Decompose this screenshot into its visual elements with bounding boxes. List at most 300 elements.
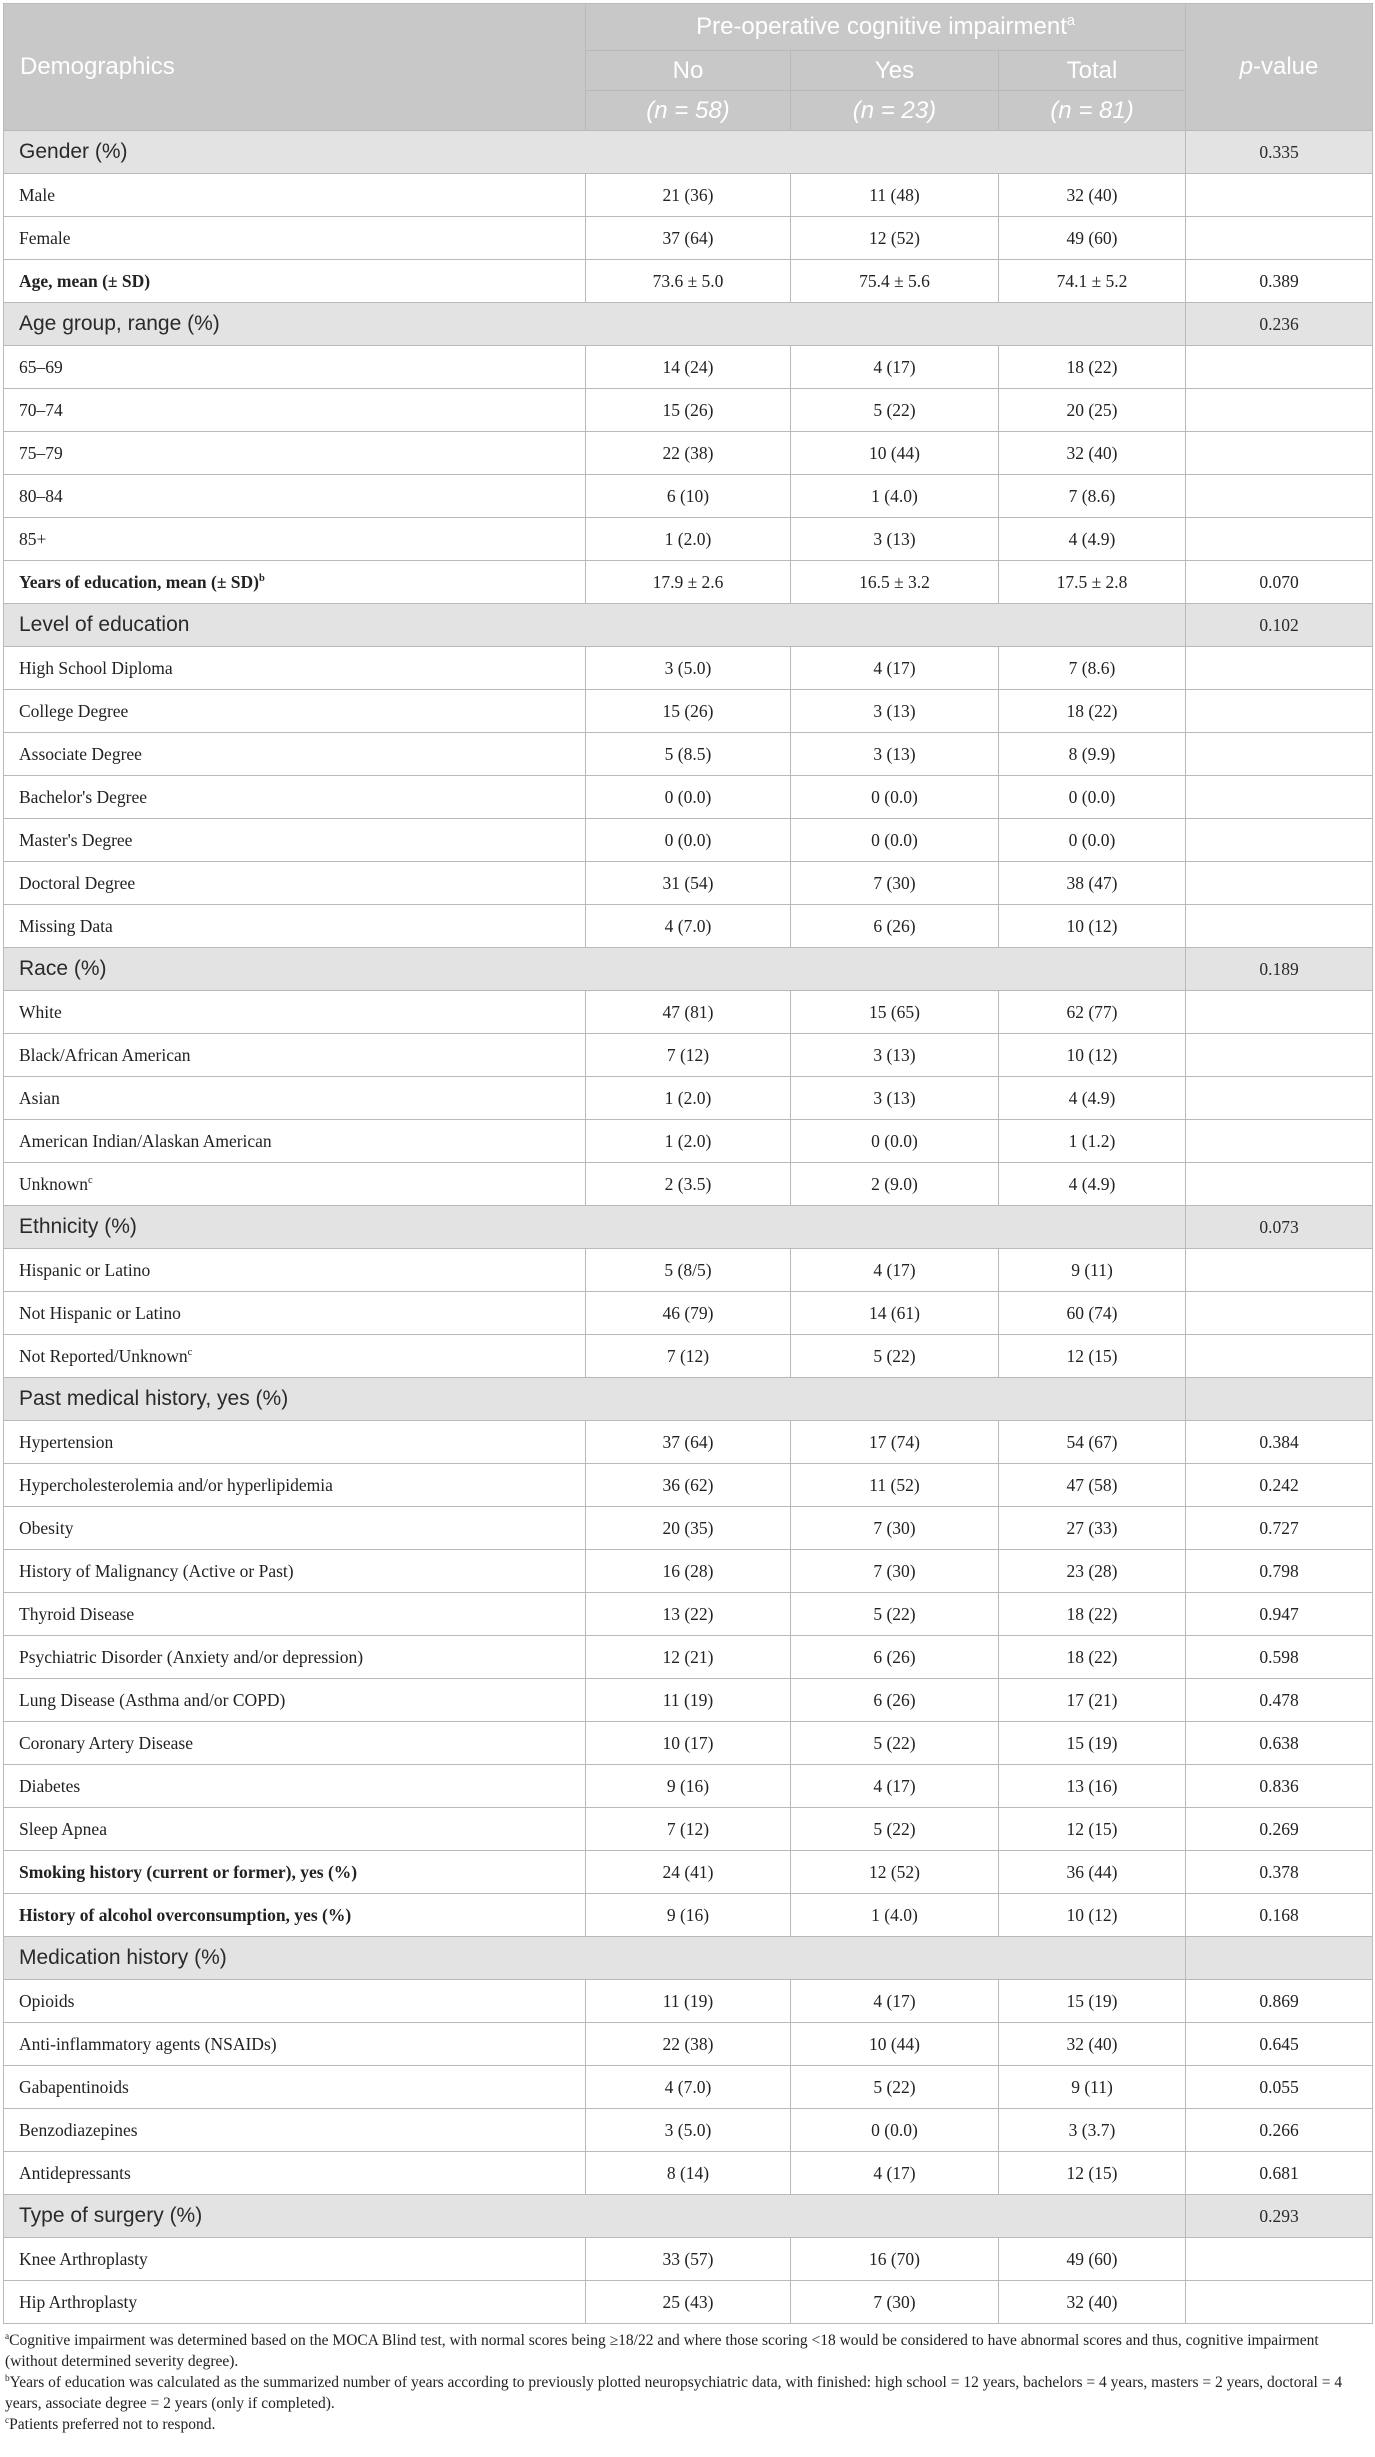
cell-no: 36 (62) (586, 1464, 791, 1507)
cell-total: 15 (19) (999, 1980, 1186, 2023)
cell-yes: 4 (17) (791, 1249, 999, 1292)
section-header-row (4, 1937, 1373, 1980)
cell-yes: 4 (17) (791, 1980, 999, 2023)
cell-no: 3 (5.0) (586, 647, 791, 690)
cell-total: 4 (4.9) (999, 1163, 1186, 1206)
cell-yes: 7 (30) (791, 862, 999, 905)
row-label (4, 475, 586, 518)
cell-yes: 15 (65) (791, 991, 999, 1034)
row-label-text: Thyroid Disease (19, 1603, 135, 1624)
cell-total: 18 (22) (999, 690, 1186, 733)
header-n-yes: (n = 23) (791, 91, 999, 131)
row-label (4, 905, 586, 948)
cell-total: 32 (40) (999, 2281, 1186, 2324)
table-row (4, 174, 1373, 217)
cell-total: 12 (15) (999, 1808, 1186, 1851)
footnote (5, 2330, 1372, 2372)
cell-yes: 5 (22) (791, 1722, 999, 1765)
table-row (4, 2023, 1373, 2066)
header-n-total: (n = 81) (999, 91, 1186, 131)
section-p-value (1186, 1378, 1373, 1421)
table-footnotes (3, 2330, 1372, 2435)
footnote-mark: b (5, 2373, 10, 2384)
cell-total: 12 (15) (999, 1335, 1186, 1378)
cell-yes: 3 (13) (791, 518, 999, 561)
cell-total: 49 (60) (999, 217, 1186, 260)
cell-yes: 3 (13) (791, 733, 999, 776)
cell-p-value (1186, 819, 1373, 862)
cell-no: 21 (36) (586, 174, 791, 217)
row-label-text: Years of education, mean (± SD) (19, 571, 260, 592)
cell-no: 4 (7.0) (586, 905, 791, 948)
row-label (4, 1120, 586, 1163)
cell-p-value: 0.598 (1186, 1636, 1373, 1679)
header-pvalue-italic: p (1239, 53, 1253, 80)
cell-yes: 7 (30) (791, 1507, 999, 1550)
cell-p-value (1186, 1335, 1373, 1378)
cell-no: 10 (17) (586, 1722, 791, 1765)
row-label (4, 1593, 586, 1636)
cell-no: 2 (3.5) (586, 1163, 791, 1206)
cell-yes: 75.4 ± 5.6 (791, 260, 999, 303)
cell-no: 11 (19) (586, 1679, 791, 1722)
footnote-text: Years of education was calculated as the summarized number of years according to previously plotted neuropsychiatric data, with finished: high school = 12 years, bachelors = 4 years, masters = 2 years, doctoral = 4 years, associate degree = 2 years (only if completed). (5, 2374, 1343, 2412)
cell-no: 9 (16) (586, 1894, 791, 1937)
row-label-text: Psychiatric Disorder (Anxiety and/or depression) (19, 1646, 364, 1667)
cell-yes: 7 (30) (791, 1550, 999, 1593)
table-row (4, 1550, 1373, 1593)
row-label-text: Female (19, 227, 71, 248)
table-row (4, 1507, 1373, 1550)
row-label-text: Master's Degree (19, 829, 133, 850)
cell-yes: 5 (22) (791, 1593, 999, 1636)
row-label-text: High School Diploma (19, 657, 173, 678)
section-header-row (4, 948, 1373, 991)
table-row (4, 1292, 1373, 1335)
cell-p-value: 0.242 (1186, 1464, 1373, 1507)
row-label-footnote-mark: b (259, 572, 265, 584)
cell-p-value (1186, 174, 1373, 217)
footnote-mark: c (5, 2415, 10, 2426)
cell-p-value: 0.478 (1186, 1679, 1373, 1722)
cell-p-value (1186, 733, 1373, 776)
cell-no: 0 (0.0) (586, 819, 791, 862)
cell-no: 37 (64) (586, 217, 791, 260)
cell-no: 0 (0.0) (586, 776, 791, 819)
table-row (4, 690, 1373, 733)
cell-no: 3 (5.0) (586, 2109, 791, 2152)
cell-no: 12 (21) (586, 1636, 791, 1679)
cell-no: 46 (79) (586, 1292, 791, 1335)
footnote-mark: a (5, 2331, 10, 2342)
cell-p-value: 0.869 (1186, 1980, 1373, 2023)
cell-p-value (1186, 1163, 1373, 1206)
section-header-row (4, 303, 1373, 346)
cell-total: 1 (1.2) (999, 1120, 1186, 1163)
demographics-table (3, 3, 1373, 2324)
footnote (5, 2414, 1372, 2435)
row-label-footnote-mark: c (187, 1346, 193, 1358)
table-row (4, 1077, 1373, 1120)
row-label-text: Male (19, 184, 55, 205)
row-label (4, 260, 586, 303)
cell-p-value (1186, 690, 1373, 733)
cell-p-value (1186, 475, 1373, 518)
cell-total: 54 (67) (999, 1421, 1186, 1464)
cell-yes: 11 (52) (791, 1464, 999, 1507)
table-row (4, 1980, 1373, 2023)
row-label-text: Hispanic or Latino (19, 1259, 151, 1280)
row-label-text: Sleep Apnea (19, 1818, 107, 1839)
row-label (4, 1464, 586, 1507)
table-row (4, 260, 1373, 303)
table-row (4, 389, 1373, 432)
section-header-label: Ethnicity (%) (4, 1206, 1186, 1249)
cell-p-value: 0.947 (1186, 1593, 1373, 1636)
table-row (4, 1679, 1373, 1722)
row-label (4, 346, 586, 389)
row-label-text: Diabetes (19, 1775, 81, 1796)
cell-yes: 17 (74) (791, 1421, 999, 1464)
cell-yes: 3 (13) (791, 690, 999, 733)
row-label-text: Knee Arthroplasty (19, 2248, 148, 2269)
row-label-text: Opioids (19, 1990, 75, 2011)
table-row (4, 647, 1373, 690)
cell-yes: 10 (44) (791, 432, 999, 475)
cell-no: 4 (7.0) (586, 2066, 791, 2109)
table-row (4, 819, 1373, 862)
row-label-text: Antidepressants (19, 2162, 131, 2183)
cell-total: 8 (9.9) (999, 733, 1186, 776)
cell-p-value (1186, 518, 1373, 561)
header-group-title-text: Pre-operative cognitive impairment (696, 13, 1067, 40)
header-group-title-footnote-mark: a (1066, 13, 1075, 29)
row-label (4, 1335, 586, 1378)
cell-p-value (1186, 1077, 1373, 1120)
cell-yes: 12 (52) (791, 217, 999, 260)
cell-p-value: 0.681 (1186, 2152, 1373, 2195)
cell-total: 49 (60) (999, 2238, 1186, 2281)
cell-no: 7 (12) (586, 1335, 791, 1378)
row-label-text: 70–74 (19, 399, 63, 420)
header-n-no: (n = 58) (586, 91, 791, 131)
cell-total: 9 (11) (999, 1249, 1186, 1292)
cell-no: 22 (38) (586, 432, 791, 475)
cell-p-value: 0.389 (1186, 260, 1373, 303)
row-label-text: Hypertension (19, 1431, 114, 1452)
table-row (4, 1636, 1373, 1679)
header-col-total: Total (999, 51, 1186, 91)
footnote-text: Patients preferred not to respond. (9, 2416, 216, 2433)
cell-total: 18 (22) (999, 1636, 1186, 1679)
cell-p-value (1186, 905, 1373, 948)
cell-no: 17.9 ± 2.6 (586, 561, 791, 604)
header-group-title (586, 4, 1186, 51)
cell-total: 62 (77) (999, 991, 1186, 1034)
table-row (4, 1851, 1373, 1894)
row-label-text: Not Hispanic or Latino (19, 1302, 181, 1323)
cell-total: 32 (40) (999, 174, 1186, 217)
row-label (4, 1077, 586, 1120)
cell-p-value: 0.266 (1186, 2109, 1373, 2152)
row-label-text: Not Reported/Unknown (19, 1345, 188, 1366)
cell-total: 20 (25) (999, 389, 1186, 432)
row-label-text: College Degree (19, 700, 129, 721)
row-label-text: Coronary Artery Disease (19, 1732, 193, 1753)
cell-no: 16 (28) (586, 1550, 791, 1593)
row-label (4, 991, 586, 1034)
cell-total: 15 (19) (999, 1722, 1186, 1765)
row-label-text: Bachelor's Degree (19, 786, 148, 807)
cell-no: 7 (12) (586, 1808, 791, 1851)
table-row (4, 991, 1373, 1034)
cell-no: 15 (26) (586, 389, 791, 432)
header-col-no: No (586, 51, 791, 91)
cell-no: 20 (35) (586, 1507, 791, 1550)
table-row (4, 862, 1373, 905)
row-label (4, 862, 586, 905)
cell-yes: 1 (4.0) (791, 1894, 999, 1937)
table-row (4, 1034, 1373, 1077)
row-label-text: American Indian/Alaskan American (19, 1130, 272, 1151)
row-label (4, 2023, 586, 2066)
cell-total: 23 (28) (999, 1550, 1186, 1593)
cell-no: 14 (24) (586, 346, 791, 389)
cell-p-value (1186, 432, 1373, 475)
table-row (4, 561, 1373, 604)
cell-total: 3 (3.7) (999, 2109, 1186, 2152)
cell-total: 9 (11) (999, 2066, 1186, 2109)
row-label-text: Missing Data (19, 915, 113, 936)
table-row (4, 432, 1373, 475)
cell-p-value (1186, 776, 1373, 819)
cell-yes: 3 (13) (791, 1077, 999, 1120)
cell-no: 5 (8.5) (586, 733, 791, 776)
table-row (4, 1722, 1373, 1765)
cell-yes: 0 (0.0) (791, 819, 999, 862)
cell-total: 18 (22) (999, 346, 1186, 389)
row-label (4, 1507, 586, 1550)
table-row (4, 1464, 1373, 1507)
row-label (4, 1550, 586, 1593)
row-label (4, 561, 586, 604)
table-row (4, 217, 1373, 260)
cell-yes: 0 (0.0) (791, 776, 999, 819)
table-row (4, 905, 1373, 948)
section-header-label: Level of education (4, 604, 1186, 647)
cell-total: 10 (12) (999, 1034, 1186, 1077)
cell-total: 60 (74) (999, 1292, 1186, 1335)
row-label-text: History of Malignancy (Active or Past) (19, 1560, 294, 1581)
row-label-text: Obesity (19, 1517, 74, 1538)
cell-p-value: 0.798 (1186, 1550, 1373, 1593)
cell-yes: 14 (61) (791, 1292, 999, 1335)
row-label (4, 2238, 586, 2281)
row-label-text: Benzodiazepines (19, 2119, 138, 2140)
section-header-label: Gender (%) (4, 131, 1186, 174)
section-header-label: Medication history (%) (4, 1937, 1186, 1980)
cell-p-value (1186, 1034, 1373, 1077)
cell-yes: 12 (52) (791, 1851, 999, 1894)
row-label (4, 174, 586, 217)
row-label (4, 1163, 586, 1206)
cell-yes: 0 (0.0) (791, 1120, 999, 1163)
cell-no: 33 (57) (586, 2238, 791, 2281)
row-label (4, 1980, 586, 2023)
cell-yes: 7 (30) (791, 2281, 999, 2324)
table-header (4, 4, 1373, 131)
cell-p-value (1186, 217, 1373, 260)
cell-no: 25 (43) (586, 2281, 791, 2324)
cell-total: 38 (47) (999, 862, 1186, 905)
cell-total: 7 (8.6) (999, 475, 1186, 518)
cell-p-value: 0.055 (1186, 2066, 1373, 2109)
cell-total: 4 (4.9) (999, 1077, 1186, 1120)
cell-no: 37 (64) (586, 1421, 791, 1464)
row-label (4, 1292, 586, 1335)
footnote-text: Cognitive impairment was determined based on the MOCA Blind test, with normal scores being ≥18/22 and where those scoring <18 would be considered to have abnormal scores and thus, cognitive impairment (without determined severity degree). (5, 2332, 1319, 2370)
row-label-text: Unknown (19, 1173, 89, 1194)
row-label-text: Smoking history (current or former), yes (%) (19, 1861, 358, 1882)
header-demographics: Demographics (4, 4, 586, 131)
cell-total: 7 (8.6) (999, 647, 1186, 690)
footnote (5, 2372, 1372, 2414)
row-label (4, 389, 586, 432)
section-p-value: 0.293 (1186, 2195, 1373, 2238)
cell-yes: 1 (4.0) (791, 475, 999, 518)
section-p-value: 0.102 (1186, 604, 1373, 647)
header-pvalue-rest: -value (1253, 53, 1319, 80)
row-label (4, 2152, 586, 2195)
row-label (4, 1722, 586, 1765)
cell-p-value (1186, 1249, 1373, 1292)
cell-total: 10 (12) (999, 1894, 1186, 1937)
table-row (4, 1593, 1373, 1636)
table-row (4, 733, 1373, 776)
row-label (4, 1034, 586, 1077)
cell-p-value (1186, 2238, 1373, 2281)
cell-total: 0 (0.0) (999, 819, 1186, 862)
cell-total: 27 (33) (999, 1507, 1186, 1550)
cell-yes: 3 (13) (791, 1034, 999, 1077)
cell-total: 17 (21) (999, 1679, 1186, 1722)
table-row (4, 2066, 1373, 2109)
cell-p-value: 0.378 (1186, 1851, 1373, 1894)
row-label (4, 2066, 586, 2109)
table-row (4, 346, 1373, 389)
row-label (4, 2281, 586, 2324)
cell-yes: 0 (0.0) (791, 2109, 999, 2152)
cell-yes: 2 (9.0) (791, 1163, 999, 1206)
row-label (4, 819, 586, 862)
table-row (4, 1249, 1373, 1292)
cell-yes: 5 (22) (791, 2066, 999, 2109)
cell-p-value (1186, 346, 1373, 389)
row-label (4, 1765, 586, 1808)
cell-total: 17.5 ± 2.8 (999, 561, 1186, 604)
cell-yes: 4 (17) (791, 346, 999, 389)
cell-total: 47 (58) (999, 1464, 1186, 1507)
cell-yes: 5 (22) (791, 389, 999, 432)
cell-no: 22 (38) (586, 2023, 791, 2066)
table-row (4, 1765, 1373, 1808)
section-p-value: 0.189 (1186, 948, 1373, 991)
section-p-value: 0.073 (1186, 1206, 1373, 1249)
row-label-text: Lung Disease (Asthma and/or COPD) (19, 1689, 286, 1710)
row-label (4, 1421, 586, 1464)
table-row (4, 2109, 1373, 2152)
row-label (4, 2109, 586, 2152)
section-header-label: Age group, range (%) (4, 303, 1186, 346)
cell-no: 11 (19) (586, 1980, 791, 2023)
row-label-text: Age, mean (± SD) (19, 270, 151, 291)
cell-no: 24 (41) (586, 1851, 791, 1894)
cell-no: 47 (81) (586, 991, 791, 1034)
table-row (4, 776, 1373, 819)
section-p-value (1186, 1937, 1373, 1980)
cell-yes: 11 (48) (791, 174, 999, 217)
row-label-text: 85+ (19, 528, 47, 549)
cell-yes: 5 (22) (791, 1335, 999, 1378)
cell-total: 74.1 ± 5.2 (999, 260, 1186, 303)
cell-total: 12 (15) (999, 2152, 1186, 2195)
row-label-text: 80–84 (19, 485, 63, 506)
table-row (4, 2152, 1373, 2195)
cell-p-value: 0.070 (1186, 561, 1373, 604)
cell-total: 32 (40) (999, 432, 1186, 475)
section-header-label: Race (%) (4, 948, 1186, 991)
section-header-label: Type of surgery (%) (4, 2195, 1186, 2238)
cell-p-value: 0.269 (1186, 1808, 1373, 1851)
cell-no: 1 (2.0) (586, 1077, 791, 1120)
table-row (4, 518, 1373, 561)
cell-p-value: 0.168 (1186, 1894, 1373, 1937)
row-label (4, 1894, 586, 1937)
cell-yes: 4 (17) (791, 647, 999, 690)
header-pvalue (1186, 4, 1373, 131)
row-label-footnote-mark: c (88, 1174, 93, 1186)
cell-p-value: 0.384 (1186, 1421, 1373, 1464)
table-row (4, 2281, 1373, 2324)
cell-no: 31 (54) (586, 862, 791, 905)
cell-p-value (1186, 647, 1373, 690)
section-p-value: 0.335 (1186, 131, 1373, 174)
section-p-value: 0.236 (1186, 303, 1373, 346)
row-label (4, 1249, 586, 1292)
row-label-text: Gabapentinoids (19, 2076, 129, 2097)
cell-no: 1 (2.0) (586, 518, 791, 561)
demographics-table-container (3, 3, 1372, 2435)
row-label (4, 690, 586, 733)
cell-yes: 4 (17) (791, 1765, 999, 1808)
section-header-row (4, 1378, 1373, 1421)
cell-p-value: 0.645 (1186, 2023, 1373, 2066)
section-header-row (4, 1206, 1373, 1249)
cell-yes: 4 (17) (791, 2152, 999, 2195)
row-label-text: Black/African American (19, 1044, 191, 1065)
cell-yes: 10 (44) (791, 2023, 999, 2066)
row-label (4, 647, 586, 690)
row-label-text: Hip Arthroplasty (19, 2291, 138, 2312)
table-row (4, 1894, 1373, 1937)
cell-total: 18 (22) (999, 1593, 1186, 1636)
table-row (4, 1335, 1373, 1378)
cell-p-value: 0.727 (1186, 1507, 1373, 1550)
cell-total: 36 (44) (999, 1851, 1186, 1894)
row-label-text: Doctoral Degree (19, 872, 136, 893)
row-label (4, 1808, 586, 1851)
section-header-label: Past medical history, yes (%) (4, 1378, 1186, 1421)
